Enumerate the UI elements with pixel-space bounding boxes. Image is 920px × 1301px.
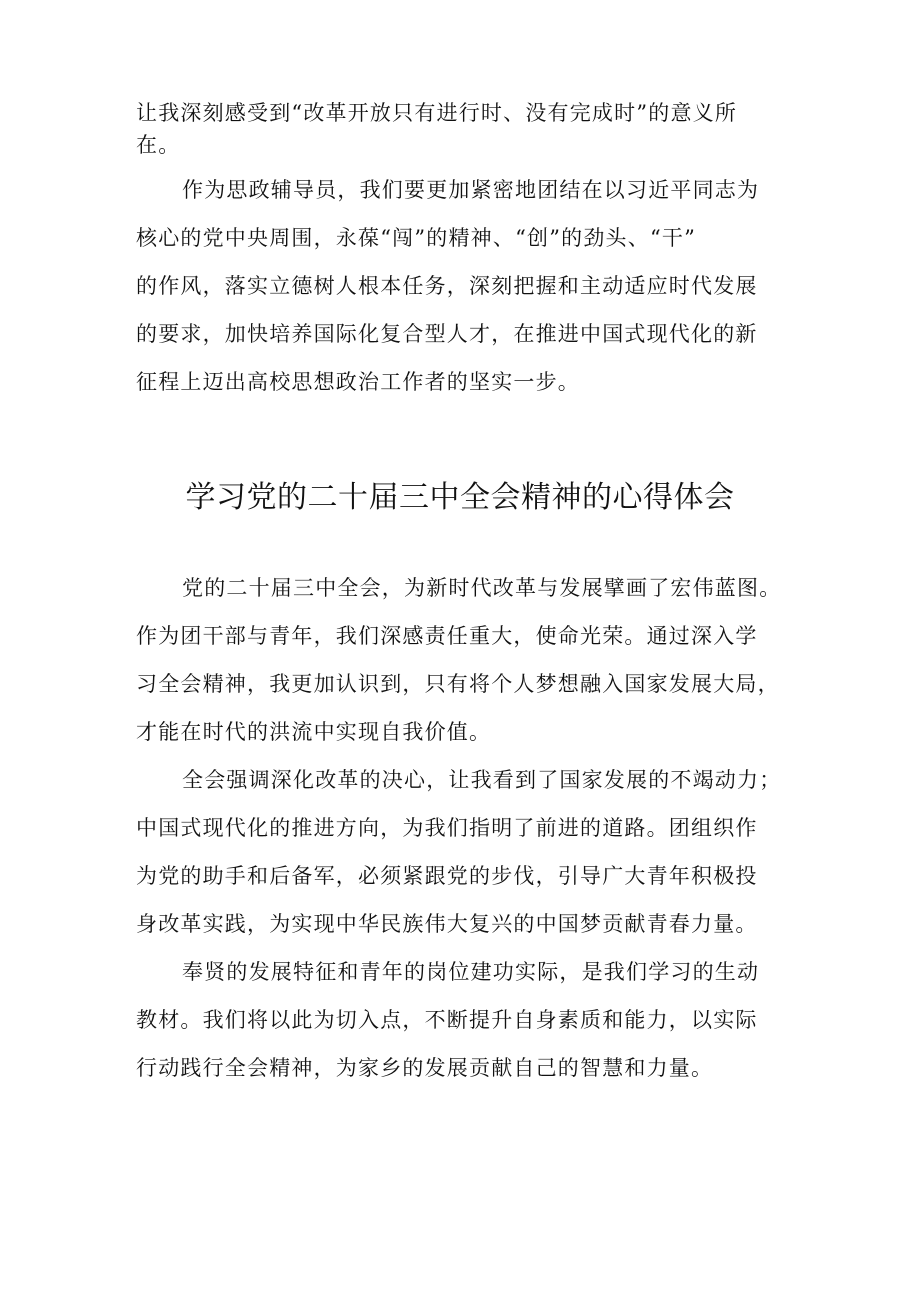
paragraph-line: 才能在时代的洪流中实现自我价值。 bbox=[136, 720, 492, 744]
paragraph-line: 全会强调深化改革的决心，让我看到了国家发展的不竭动力； bbox=[182, 768, 782, 792]
paragraph-line: 的作风，落实立德树人根本任务，深刻把握和主动适应时代发展 bbox=[136, 274, 758, 298]
paragraph-line: 核心的党中央周围，永葆“闯”的精神、“创”的劲头、“干” bbox=[136, 226, 697, 250]
paragraph-line: 教材。我们将以此为切入点，不断提升自身素质和能力，以实际 bbox=[136, 1008, 758, 1032]
article-paragraph-2 bbox=[136, 756, 800, 948]
paragraph-line: 党的二十届三中全会，为新时代改革与发展擘画了宏伟蓝图。 bbox=[182, 576, 782, 600]
paragraph-line: 奉贤的发展特征和青年的岗位建功实际，是我们学习的生动 bbox=[182, 960, 760, 984]
intro-paragraph-2 bbox=[136, 166, 800, 406]
paragraph-line: 让我深刻感受到“改革开放只有进行时、没有完成时”的意义所 bbox=[136, 101, 738, 125]
paragraph-line: 行动践行全会精神，为家乡的发展贡献自己的智慧和力量。 bbox=[136, 1056, 714, 1080]
paragraph-line: 在。 bbox=[136, 133, 181, 157]
paragraph-line: 作为思政辅导员，我们要更加紧密地团结在以习近平同志为 bbox=[182, 178, 760, 202]
paragraph-line: 中国式现代化的推进方向，为我们指明了前进的道路。团组织作 bbox=[136, 816, 758, 840]
paragraph-line: 身改革实践，为实现中华民族伟大复兴的中国梦贡献青春力量。 bbox=[136, 912, 758, 936]
paragraph-line: 作为团干部与青年，我们深感责任重大，使命光荣。通过深入学 bbox=[136, 624, 758, 648]
paragraph-line: 的要求，加快培养国际化复合型人才，在推进中国式现代化的新 bbox=[136, 322, 758, 346]
article-paragraph-3 bbox=[136, 948, 800, 1092]
article-title: 学习党的二十届三中全会精神的心得体会 bbox=[185, 480, 735, 515]
paragraph-line: 征程上迈出高校思想政治工作者的坚实一步。 bbox=[136, 370, 580, 394]
paragraph-line: 习全会精神，我更加认识到，只有将个人梦想融入国家发展大局， bbox=[136, 672, 780, 696]
paragraph-line: 为党的助手和后备军，必须紧跟党的步伐，引导广大青年积极投 bbox=[136, 864, 758, 888]
intro-text bbox=[136, 89, 800, 173]
article-paragraph-1 bbox=[136, 564, 800, 756]
